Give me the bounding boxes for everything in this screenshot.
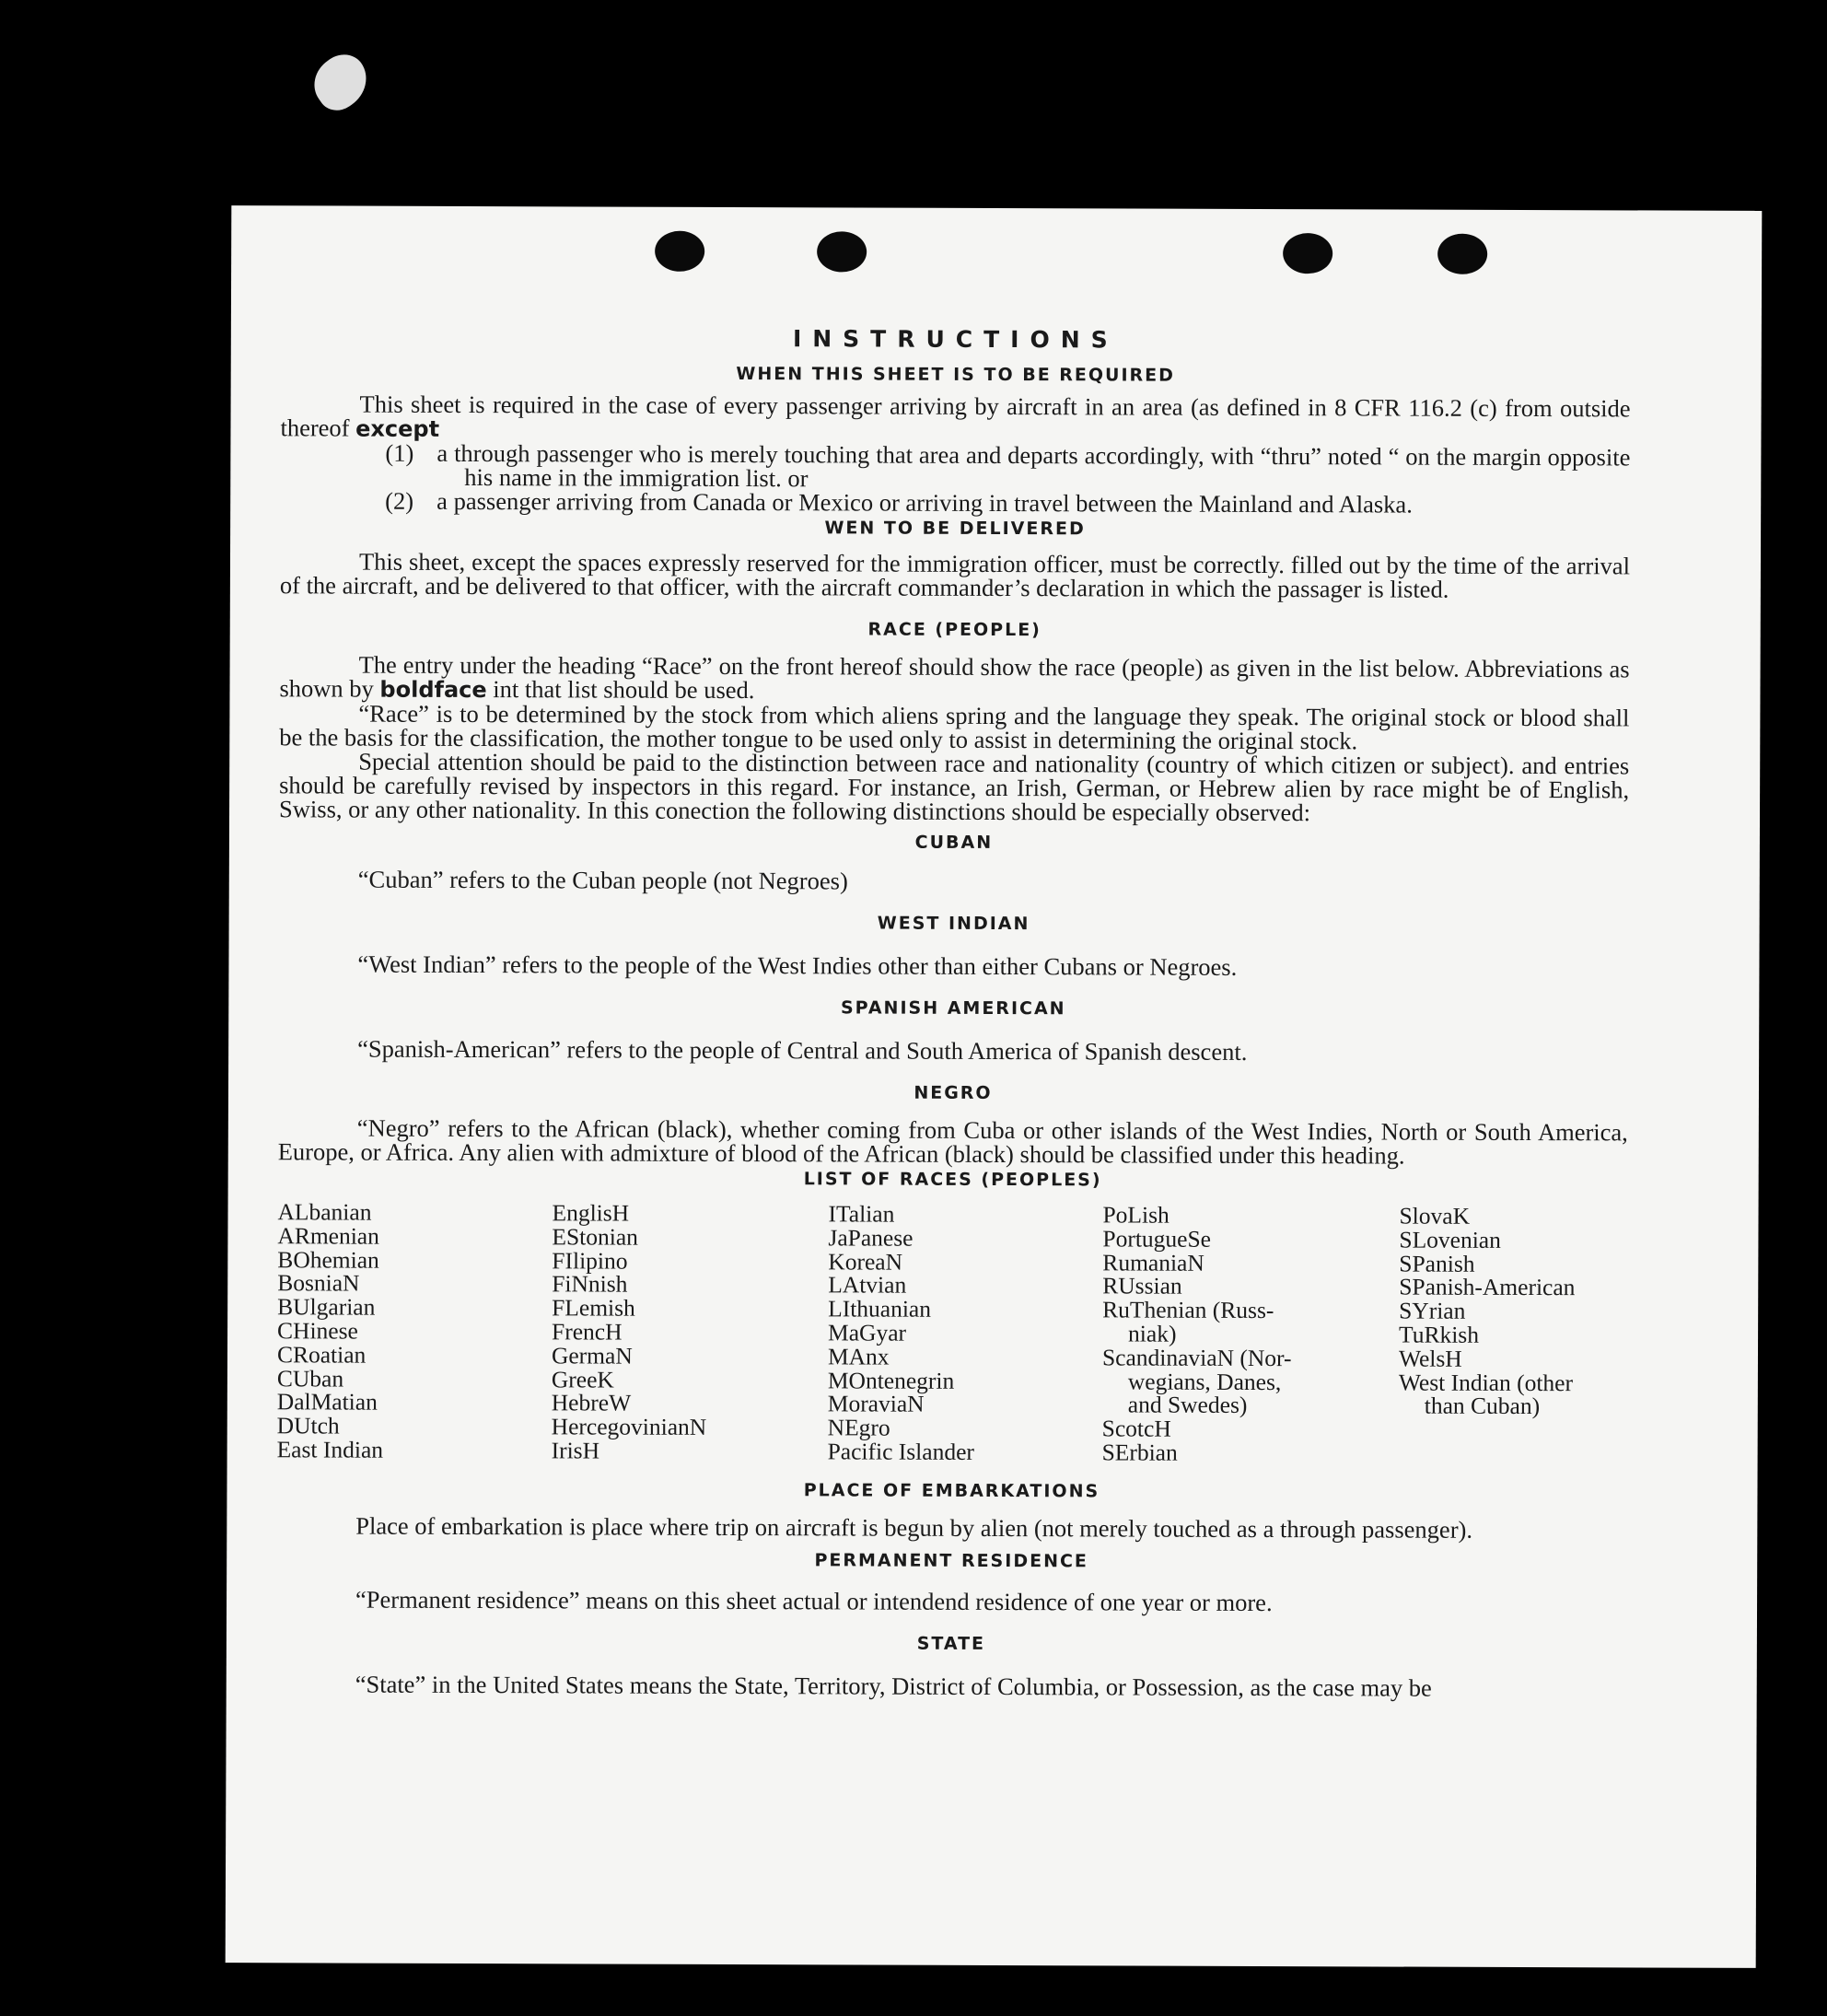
race-entry: SYrian bbox=[1399, 1297, 1466, 1324]
heading-permanent-residence: PERMANENT RESIDENCE bbox=[814, 1550, 1088, 1572]
race-entry: SlovaK bbox=[1399, 1202, 1471, 1229]
race-entry: PortugueSe bbox=[1102, 1225, 1212, 1253]
heading-state: STATE bbox=[916, 1633, 986, 1654]
race-entry: FiNnish bbox=[552, 1270, 628, 1299]
item-text: a through passenger who is merely touching that area and departs accordingly, with “thru” noted “ on the margin opposite his name in the immigration list. or bbox=[436, 438, 1631, 493]
punch-hole bbox=[1283, 233, 1332, 274]
race-entry: LIthuanian bbox=[828, 1295, 932, 1323]
race-entry: CUban bbox=[276, 1364, 344, 1393]
race-entry-continuation: niak) bbox=[1128, 1320, 1177, 1347]
race-entry: PoLish bbox=[1102, 1201, 1170, 1229]
race-entry: CHinese bbox=[277, 1317, 358, 1345]
paragraph-when-delivered: This sheet, except the spaces expressly reserved for the immigration officer, must be correctly. filled out by the time of the arrival of the aircraft, and be delivered to that officer, with the aircraft commander’s declaration in which the passager is listed. bbox=[279, 547, 1631, 603]
race-entry: HebreW bbox=[551, 1389, 632, 1417]
race-entry: MaGyar bbox=[828, 1319, 907, 1346]
film-smudge bbox=[304, 46, 378, 119]
race-entry: West Indian (other bbox=[1398, 1369, 1574, 1396]
race-entry-continuation: than Cuban) bbox=[1424, 1393, 1541, 1420]
race-entry-continuation: wegians, Danes, bbox=[1127, 1368, 1282, 1395]
paragraph-race-3: Special attention should be paid to the distinction between race and nationality (country of which citizen or subject). and entries should be carefully revised by inspectors in this regard. For instance, an Irish, German, or Hebrew alien by race might be of English, Swiss, or any other nationality. In this conection the following distinctions should be especially observed: bbox=[278, 747, 1630, 827]
race-entry: CRoatian bbox=[276, 1341, 367, 1369]
race-entry: JaPanese bbox=[828, 1224, 914, 1252]
race-entry: GreeK bbox=[551, 1365, 614, 1393]
race-entry: SErbian bbox=[1101, 1439, 1178, 1466]
heading-when-required: WHEN THIS SHEET IS TO BE REQUIRED bbox=[736, 364, 1175, 386]
race-entry: BUlgarian bbox=[277, 1293, 376, 1321]
heading-cuban: CUBAN bbox=[914, 832, 994, 853]
race-entry: SPanish bbox=[1399, 1250, 1475, 1277]
heading-list-of-races: LIST OF RACES (PEOPLES) bbox=[803, 1169, 1102, 1191]
list-item bbox=[385, 438, 1631, 494]
document-title: INSTRUCTIONS bbox=[792, 325, 1119, 354]
document-body bbox=[276, 323, 1631, 1700]
heading-embarkation: PLACE OF EMBARKATIONS bbox=[803, 1480, 1100, 1502]
paragraph-when-required: This sheet is required in the case of every passenger arriving by aircraft in an area (as defined in 8 CFR 116.2 (c) from outside thereof except bbox=[280, 390, 1631, 442]
race-entry: MAnx bbox=[827, 1343, 890, 1370]
race-entry: RuThenian (Russ- bbox=[1102, 1296, 1274, 1324]
paragraph-embarkation: Place of embarkation is place where trip on aircraft is begun by alien (not merely touched as a through passenger). bbox=[355, 1511, 1473, 1544]
race-entry: IrisH bbox=[551, 1437, 600, 1464]
punch-hole bbox=[655, 231, 704, 272]
race-entry: RumaniaN bbox=[1102, 1249, 1204, 1276]
race-entry: NEgro bbox=[827, 1414, 890, 1441]
race-entry: MoraviaN bbox=[827, 1390, 925, 1418]
paragraph-state: “State” in the United States means the State, Territory, District of Columbia, or Possession, as the case may be bbox=[355, 1670, 1432, 1702]
paragraph-negro: “Negro” refers to the African (black), whether coming from Cuba or other islands of the West Indies, North or South America, Europe, or Africa. Any alien with admixture of blood of the African (black) should be classified under this heading. bbox=[277, 1113, 1628, 1170]
race-entry: ScandinaviaN (Nor- bbox=[1101, 1344, 1292, 1371]
race-entry: FrencH bbox=[552, 1318, 623, 1346]
race-entry: ARmenian bbox=[277, 1222, 379, 1250]
race-column bbox=[828, 1202, 1103, 1464]
bold-boldface: boldface bbox=[379, 676, 487, 704]
item-number: (2) bbox=[385, 486, 414, 515]
paragraph-permanent-residence: “Permanent residence” means on this sheet actual or intendend residence of one year or more. bbox=[355, 1585, 1273, 1616]
paragraph-race-2: “Race” is to be determined by the stock from which aliens spring and the language they speak. The original stock or blood shall be the basis for the classification, the mother tongue to be used only to assist in determining the original stock. bbox=[279, 699, 1630, 755]
race-entry-continuation: and Swedes) bbox=[1127, 1391, 1248, 1419]
item-text: a passenger arriving from Canada or Mexico or arriving in travel between the Mainland and Alaska. bbox=[436, 486, 1413, 519]
race-entry: BOhemian bbox=[277, 1245, 379, 1274]
race-entry: FLemish bbox=[552, 1294, 635, 1322]
race-entry: BosniaN bbox=[277, 1269, 360, 1297]
race-entry: ScotcH bbox=[1101, 1415, 1171, 1442]
race-entry: TuRkish bbox=[1399, 1321, 1480, 1348]
race-entry: WelsH bbox=[1398, 1345, 1462, 1372]
heading-when-delivered: WEN TO BE DELIVERED bbox=[824, 518, 1086, 540]
race-entry: SPanish-American bbox=[1399, 1273, 1576, 1301]
item-number: (1) bbox=[385, 438, 414, 467]
heading-race: RACE (PEOPLE) bbox=[867, 619, 1042, 641]
paragraph-race-1: The entry under the heading “Race” on the front hereof should show the race (people) as given in the list below. Abbreviations as shown by boldface int that list should be used. bbox=[279, 650, 1630, 705]
document-page bbox=[226, 205, 1763, 1968]
race-column bbox=[552, 1201, 829, 1463]
race-entry: East Indian bbox=[276, 1436, 384, 1463]
race-entry: GermaN bbox=[551, 1342, 633, 1369]
heading-negro: NEGRO bbox=[914, 1082, 993, 1103]
race-entry: EnglisH bbox=[552, 1199, 630, 1227]
race-entry: ALbanian bbox=[277, 1198, 372, 1226]
list-item bbox=[385, 486, 1630, 519]
race-entry: LAtvian bbox=[828, 1271, 907, 1299]
heading-west-indian: WEST INDIAN bbox=[877, 913, 1030, 935]
race-list bbox=[277, 1200, 1628, 1466]
race-entry: HercegovinianN bbox=[551, 1413, 707, 1441]
race-entry: EStonian bbox=[552, 1223, 638, 1251]
race-entry: RUssian bbox=[1102, 1272, 1182, 1300]
race-entry: ITalian bbox=[828, 1200, 895, 1228]
punch-hole bbox=[817, 231, 867, 272]
race-entry: SLovenian bbox=[1399, 1226, 1501, 1253]
race-column bbox=[1102, 1203, 1400, 1465]
race-entry: MOntenegrin bbox=[827, 1366, 955, 1394]
heading-spanish-american: SPANISH AMERICAN bbox=[840, 997, 1066, 1020]
paragraph-spanish-american: “Spanish-American” refers to the people of Central and South America of Spanish descent. bbox=[357, 1034, 1248, 1066]
race-column bbox=[277, 1200, 553, 1462]
race-column bbox=[1398, 1202, 1628, 1467]
race-entry: Pacific Islander bbox=[827, 1438, 974, 1465]
race-entry: DUtch bbox=[276, 1412, 340, 1439]
race-entry: KoreaN bbox=[828, 1247, 903, 1276]
paragraph-west-indian: “West Indian” refers to the people of the West Indies other than either Cubans or Negroes. bbox=[357, 950, 1238, 981]
punch-hole bbox=[1437, 234, 1487, 274]
race-entry: FIlipino bbox=[552, 1246, 628, 1275]
paragraph-cuban: “Cuban” refers to the Cuban people (not Negroes) bbox=[357, 865, 848, 895]
race-entry: DalMatian bbox=[276, 1388, 378, 1416]
bold-except: except bbox=[355, 415, 440, 442]
